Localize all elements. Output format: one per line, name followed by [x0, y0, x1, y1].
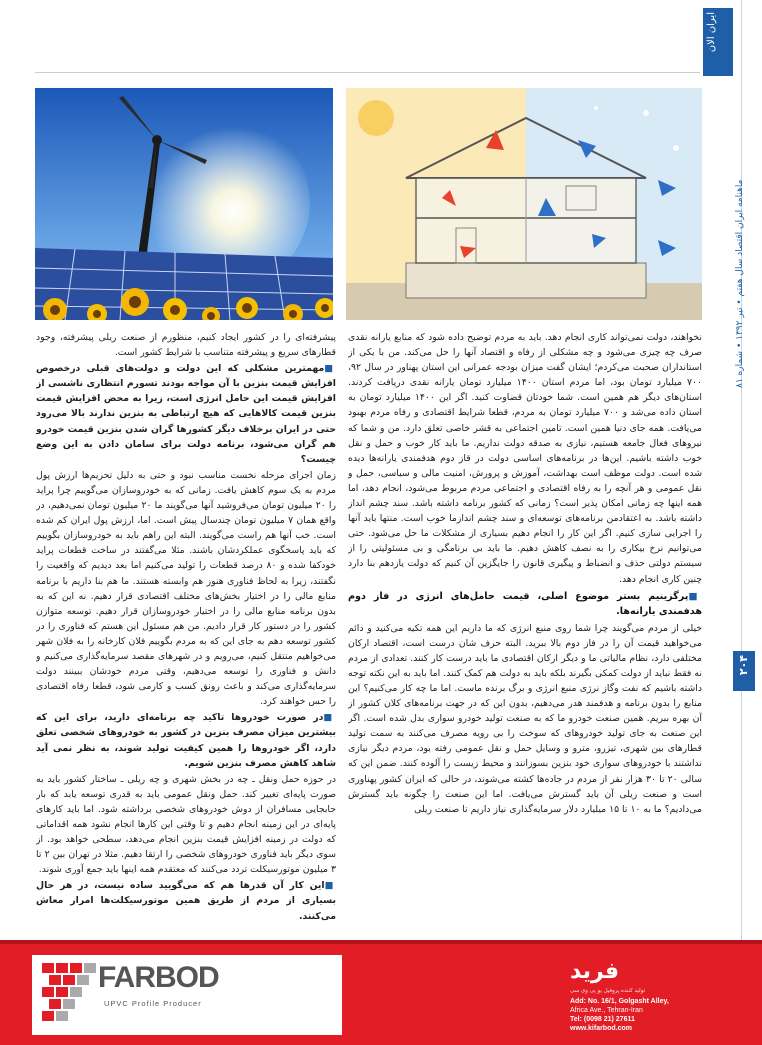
article-paragraph: نخواهند، دولت نمی‌تواند کاری انجام دهد. باید به مردم توضیح داده شود که منابع یارانه نقدی صرف چه چیزی می‌شود و چه مشکلی از رفاه و اقتصاد آنها را حل می‌کند. من با یکی از استانداران صحبت می‌کردم؛ ایشان گفت میزان بودجه عمرانی این استان پهناور در سال ۹۲، ۷۰۰ میلیارد تومان بود، اما مردم استان ۱۴۰۰ میلیارد تومان یارانه نقدی دریافت کردند. استان‌های دیگر هم همین است. شما خودتان قضاوت کنید. اگر این ۱۴۰۰ میلیارد تومان به استان داده می‌شد و ۷۰۰ میلیارد تومان به مردم، قطعا شرایط اقتصادی و رفاه مردم بهبود می‌یافت. همه جای دنیا همین است. تامین اجتماعی به قشر خاصی تعلق دارد. من و شما که نیروهای فعال جامعه هستیم، نیازی به صدقه دولت نداریم. ما باید کار خوب و حمل و نقل خوب داشته باشیم. این‌ها در برنامه‌های اساسی دولت در قاز دوم هدفمندی یارانه‌ها دیده شده است. دولت موظف است بهداشت، آموزش و پرورش، امنیت مالی و سیاسی، حمل و نقل عمومی و هر آنچه را به رفاه اقتصادی و اجتماعی مردم مربوط می‌شود، انجام دهد، اما همه اینها چه زمانی امکان پذیر است؟ زمانی که کشور برنامه داشته باشد. سند چشم انداز داشته باشد. به اعتقادمن برنامه‌های توسعه‌ای و سند چشم اندازما خوب است. منتها باید آنها را اجرایی سازی کنیم. اگر این کار را انجام دهیم بسیاری از مشکلات ما حل می‌شود. حتی می‌توانیم نرخ بیکاری را به نصف کاهش دهیم. ما باید بی برنامگی و بی مسئولیتی را از سیستم دولتی حذف و انضباط و پیگیری قانون را جایگزین آن کنیم که دولت یازدهم بنا دارد چنین کاری انجام دهد.	[348, 332, 702, 585]
subheading-text: پرگزینیم بستر موضوع اصلی، قیمت حامل‌های انرژی در فاز دوم هدفمندی یارانه‌ها.	[348, 590, 702, 617]
article-column-left	[36, 330, 336, 962]
question-text: این کار آن قدرها هم که می‌گویید ساده نیست، در هر حال بسیاری از مردم از طریق همین موتورسیکلت‌ها امرار معاش می‌کنند.	[36, 880, 336, 922]
persian-brand-block	[560, 955, 730, 1035]
bullet-square-icon: ■	[324, 363, 336, 375]
page-number: ۲۰۴	[737, 655, 750, 676]
interview-question	[36, 361, 336, 467]
article-paragraph: خیلی از مردم می‌گویند چرا شما روی منبع انرژی که ما داریم این همه تکیه می‌کنید و دائم می‌خواهید قیمت آن را در فاز دوم بالا ببرید. البته حرف شان درست است، اقتصاد ارکان مختلفی دارد، نظام مالیاتی ما و دیگر ارکان اقتصادی ما باید درست کار کنند. تعدادی از مردم نه فقط نباید از دولت کمکی بگیرند بلکه باید به دولت هم کمک کنند. اما باید به این نکته توجه داشته باشیم که نفت وگاز نرژی منبع انرژی و برگ برنده ماست. اما ما چه کار می‌کنیم؟ این منابع را بدون برنامه و هدفمند هدر می‌دهیم، بدون این که در جهت برنامه‌های کلان کشور از آن بهره ببریم. همین صنعت خودرو ما که به صنعت تولید خودرو سواری بدل شده است. اگر این صنعت به جای تولید خودروهای که سوخت را بی رویه مصرف می‌کنند به سمت تولید قطارهای بین شهری، تیزرو، مترو و وسایل حمل و نقل عمومی رفته بود، مردم دیگر نیازی نداشتند با خودروهای سواری خود بنزین بسوزانند و محیط زیست را آلوده کنند. ضمن این که سالی ۲۰ تا ۳۰ هزار نفر از مردم در جاده‌ها کشته می‌شوند، در حالی که ایران کشور پهناوری است و صنعت ریلی آن باید گسترش می‌یافت. اما این صنعت را چگونه باید گسترش می‌دادیم؟ ما به ۱۰ تا ۱۵ میلیارد دلار سرمایه‌گذاری نیاز داریم تا صنعت ریلی	[348, 622, 702, 815]
interview-question	[36, 878, 336, 923]
section-tab	[703, 8, 733, 76]
masthead-vertical	[727, 180, 757, 640]
footer-top-strip	[0, 940, 762, 944]
page-number-badge	[733, 651, 755, 691]
section-tab-label: ایران الان	[706, 12, 717, 53]
house-illustration	[346, 88, 702, 320]
phone-number: Tel: (0098 21) 27611	[570, 1016, 635, 1023]
question-text: مهمترین مشکلی که این دولت و دولت‌های قبلی درخصوص افزایش قیمت بنزین با آن مواجه بودند تسورم انتظاری ناشسی از افزایش قیمت این حامل انرژی است، زیرا به محض افزایش قیمت بنزین قیمت کالاهایی که هیچ ارتباطی به بنزین ندارند بالا می‌رود حتی در ایران برخلاف دیگر کشورها گران شدن بنزین قیمت خودرو هم گران می‌شود، برنامه دولت برای سامان دادن به این وضع چیست؟	[36, 363, 336, 465]
masthead-text: ماهنامه ایران اقتصاد سال هفتم • تیر ۱۳۹۲ • شماره ۸۱	[735, 180, 745, 389]
interview-question	[36, 710, 336, 770]
solar-wind-illustration	[35, 88, 333, 320]
article-paragraph: زمان اجرای مرحله نخست مناسب نبود و حتی به دلیل تحریم‌ها ارزش پول مردم به یک سوم کاهش یافت. زمانی که به خودروسازان می‌گوییم چرا پراید را ۲۰ میلیون تومان می‌فروشید آنها می‌گویند ما ۲۰ میلیون تومان نمی‌دهیم، در واقع همان ۷ میلیون تومان چندسال پیش است. اما، ارزش پول ایران کم شده است. خب آنها هم راست می‌گویند. البته این راهم باید به خودروسازان بگوییم که باید پاسخگوی عملکردشان باشند. مثلا می‌گفتند در ساخت قطعات پراید خودکفا شده و ۸۰ درصد قطعات را تولید می‌کنیم اما بعد دیدیم که واقعیت را نگفتند، زیرا به لحاظ فناوری هنوز هم وابسته هستند. ما هم بنا داریم با برنامه منابع مالی را در اختیار بخش‌های مختلف اقتصادی قرار دهیم. نه این که به بدون برنامه منابع مالی را در اختیار خودروسازان قرار دهیم. توسعه متوازن کشور را در دستور کار قرار دادیم. من هم مسئول این هستم که فناوری را در کشور توسعه دهم به جای این که به مردم بگوییم فلان کارخانه را به فلان شهر می‌خواهیم منتقل کنیم، می‌رویم و در شهرهای مقصد سرمایه‌گذاری می‌کنیم و دانش و فناوری را توسعه می‌دهیم، وقتی مردم خودشان ببینند دولت سرمایه‌گذاری می‌کند و باعث رونق کسب و کارمی شود، قطعا رفاه اقتصادی را حس خواهند کرد.	[36, 469, 336, 708]
brand-tagline: UPVC Profile Producer	[104, 999, 202, 1008]
address-line-1: Add: No. 16/1, Golgasht Alley,	[570, 998, 669, 1005]
website-link[interactable]: www.kifarbod.com	[570, 1025, 632, 1032]
bullet-square-icon: ■	[323, 712, 336, 724]
article-column-right	[348, 330, 702, 962]
house-airflow-diagram	[346, 88, 702, 320]
contact-address	[570, 997, 669, 1033]
question-text: در صورت خودروها تاکید چه برنامه‌ای دارید، برای این که بیشترین میزان مصرف بنزین در کشور به خودروهای شخصی تعلق دارد، اگر خودروها را همین کیفیت تولید شوند، به نظر نمی آید شاهد کاهش مصرف بنزین شویم.	[36, 712, 336, 769]
top-divider	[35, 72, 700, 73]
brand-wordmark: FARBOD	[98, 961, 219, 994]
article-paragraph: پیشرفته‌ای را در کشور ایجاد کنیم، منظورم از صنعت ریلی پیشرفته، وجود قطارهای سریع و پیشرفته متناسب با شرایط کشور است.	[36, 332, 336, 359]
bullet-square-icon: ■	[324, 880, 336, 892]
solar-wind-photo	[35, 88, 333, 320]
bullet-square-icon: ■	[688, 590, 702, 602]
brick-logo-icon	[42, 963, 98, 1023]
article-paragraph: در حوزه حمل ونقل ـ چه در بخش شهری و چه ریلی ـ ساختار کشور باید به صورت پایه‌ای تغییر کند. حمل ونقل عمومی باید به قدری توسعه یابد که بار جابجایی مسافران از دوش خودروهای شخصی برداشته شود. اما باید کارهای پایه‌ای در این زمینه انجام دهیم و تا وقتی این کارها انجام نشود همه اقداماتی که دولت در زمینه افزایش قیمت بنزین انجام می‌دهد، سطحی خواهد بود. از سوی دیگر باید فناوری خودروهای شخصی را ارتقا دهیم. مثلا در تهران بین ۲ تا ۳ میلیون موتورسیکلت تردد می‌کنند که معتقدم همه اینها باید جمع آوری شوند.	[36, 773, 336, 876]
brand-persian-tagline: تولید کننده پروفیل یو پی وی سی	[570, 988, 646, 994]
address-line-2: Africa Ave., Tehran-Iran	[570, 1007, 643, 1014]
brand-persian-name: فرید	[570, 959, 620, 984]
article-subheading	[348, 589, 702, 619]
farbod-logo-box	[32, 955, 342, 1035]
